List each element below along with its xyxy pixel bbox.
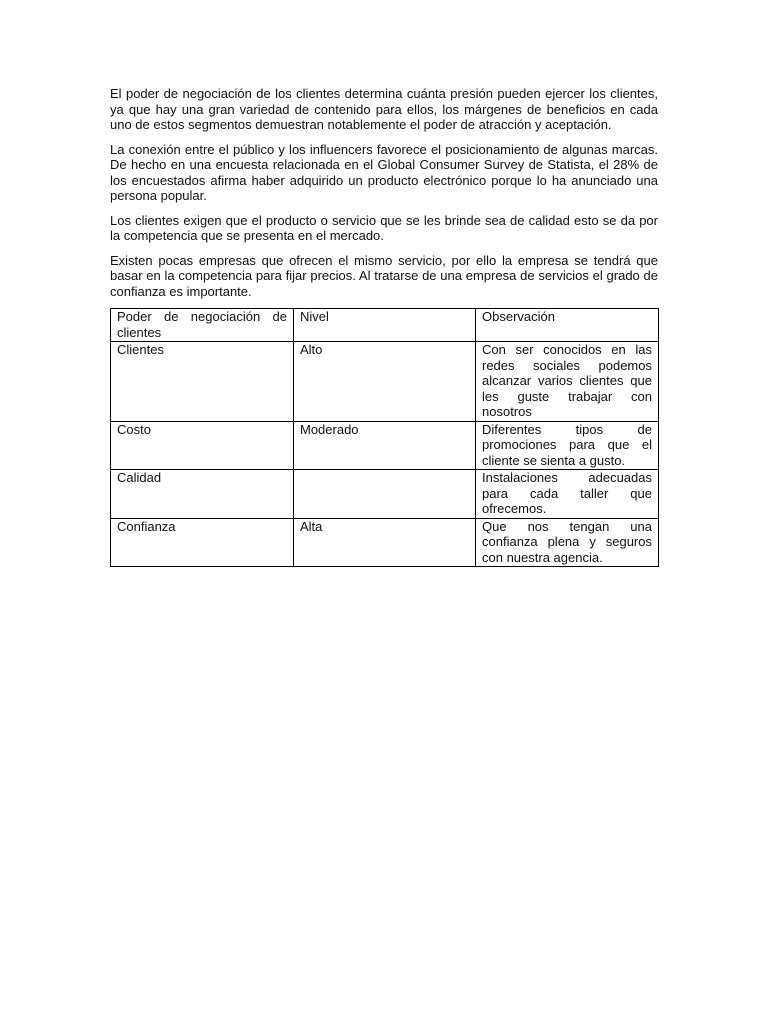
paragraph-bargaining-power: El poder de negociación de los clientes determina cuánta presión pueden ejercer los clientes, ya que hay una gran variedad de contenido para ellos, los márgenes de beneficios en cada uno de estos segmentos demuestran notablemente el poder de atracción y aceptación. bbox=[110, 86, 658, 132]
cell-factor: Costo bbox=[111, 421, 294, 470]
bargaining-power-table bbox=[110, 308, 659, 567]
cell-observation: Instalaciones adecuadas para cada taller que ofrecemos. bbox=[476, 470, 659, 519]
cell-level: Alto bbox=[294, 342, 476, 422]
cell-factor: Confianza bbox=[111, 518, 294, 567]
table-header-row bbox=[111, 309, 659, 342]
table-row bbox=[111, 342, 659, 422]
cell-level bbox=[294, 470, 476, 519]
paragraph-quality: Los clientes exigen que el producto o servicio que se les brinde sea de calidad esto se da por la competencia que se presenta en el mercado. bbox=[110, 212, 658, 243]
cell-level: Alta bbox=[294, 518, 476, 567]
table-row bbox=[111, 421, 659, 470]
header-level: Nivel bbox=[294, 309, 476, 342]
table-row bbox=[111, 518, 659, 567]
document-page bbox=[110, 86, 658, 567]
paragraph-competition: Existen pocas empresas que ofrecen el mismo servicio, por ello la empresa se tendrá que basar en la competencia para fijar precios. Al tratarse de una empresa de servicios el grado de confianza es importante. bbox=[110, 252, 658, 299]
cell-factor: Calidad bbox=[111, 470, 294, 519]
header-observation: Observación bbox=[476, 309, 659, 342]
cell-observation: Diferentes tipos de promociones para que el cliente se sienta a gusto. bbox=[476, 421, 659, 470]
cell-level: Moderado bbox=[294, 421, 476, 470]
cell-observation: Que nos tengan una confianza plena y seguros con nuestra agencia. bbox=[476, 518, 659, 567]
table-row bbox=[111, 470, 659, 519]
header-power: Poder de negociación de clientes bbox=[111, 309, 294, 342]
paragraph-influencers: La conexión entre el público y los influencers favorece el posicionamiento de algunas marcas. De hecho en una encuesta relacionada en el Global Consumer Survey de Statista, el 28% de los encuestados afirma haber adquirido un producto electrónico porque lo ha anunciado una persona popular. bbox=[110, 141, 658, 203]
cell-observation: Con ser conocidos en las redes sociales podemos alcanzar varios clientes que les guste trabajar con nosotros bbox=[476, 342, 659, 422]
cell-factor: Clientes bbox=[111, 342, 294, 422]
